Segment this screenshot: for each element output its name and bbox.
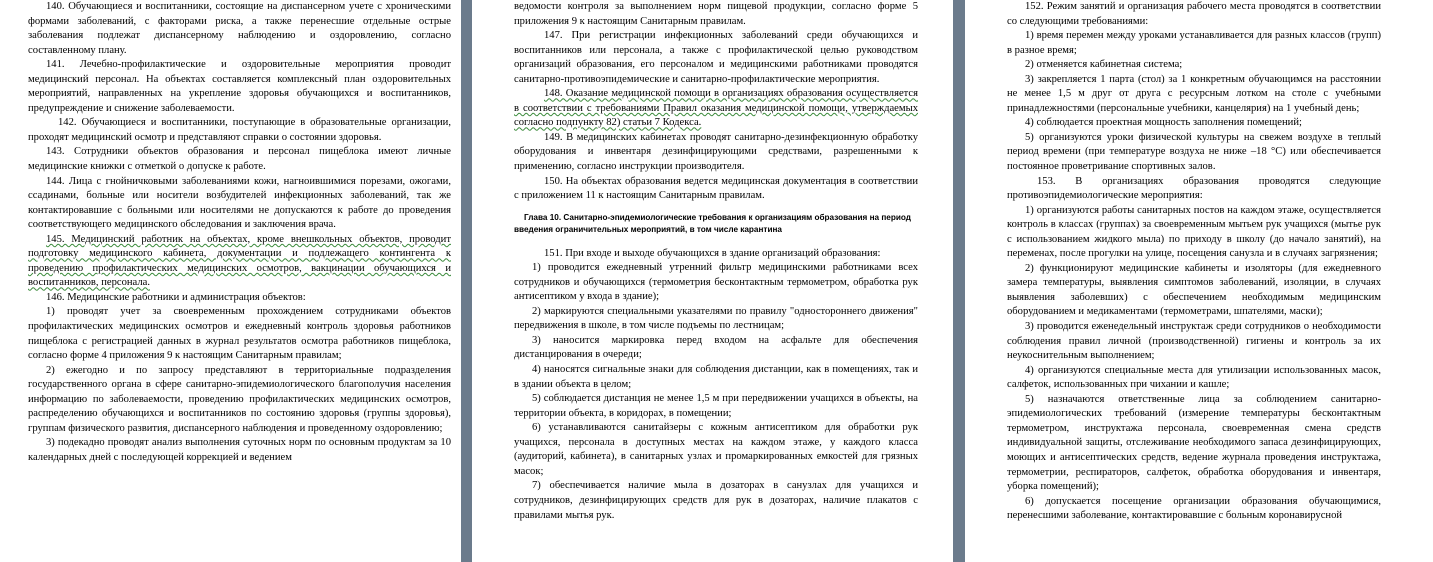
paragraph-153-5: 5) назначаются ответственные лица за соблюдением санитарно-эпидемиологических требований (измерение температуры бесконтактным термометром, инструктажа персонала, своевременная смена средств индивидуальной защиты, отслеживание необходимого запаса дезинфицирующих, моющих и антисептических средств, ведение журнала проведения инструктажа, термометрии, респираторов, салфеток, обработка оборудования и инвентаря, уборка помещений); xyxy=(1007,393,1381,493)
paragraph-151-2: 2) маркируются специальными указателями по правилу "одностороннего движения" передвижения в школе, в том числе подъемы по лестницам; xyxy=(514,305,918,332)
paragraph-144: 144. Лица с гнойничковыми заболеваниями кожи, нагноившимися порезами, ожогами, ссадинами, больные или носители возбудителей инфекционных заболеваний, так же контактировавшие с больными или носителями не допускаются к работе до проведения соответствующего медицинского обследования и заключения врача. xyxy=(28,175,451,231)
paragraph-153-1: 1) организуются работы санитарных постов на каждом этаже, осуществляется контроль в классах (группах) за своевременным мытьем рук учащихся (мытье рук с использованием жидкого мыла) по приходу в школу (до начало занятий), на переменах, после прогулки на улице, посещения санузла и в случаях загрязнения; xyxy=(1007,204,1381,260)
paragraph-143: 143. Сотрудники объектов образования и персонал пищеблока имеют личные медицинские книжки с отметкой о допуске к работе. xyxy=(28,146,451,173)
paragraph-148: 148. Оказание медицинской помощи в организациях образования осуществляется в соответствии с требованиями Правил оказания медицинской помощи, утверждаемых согласно подпункту 82) статьи 7 Кодекса. xyxy=(514,88,918,129)
chapter-heading: Глава 10. Санитарно-эпидемиологические требования к организациям образования на период введения ограничительных мероприятий, в том числе карантина xyxy=(514,212,911,235)
paragraph-153-6: 6) допускается посещение организации образования обучающимися, перенесшими заболевание, контактировавшие с больным коронавирусной xyxy=(1007,495,1381,522)
paragraph-146-2: 2) ежегодно и по запросу представляют в территориальные подразделения государственного органа в сфере санитарно-эпидемиологического благополучия населения информацию по заболеваемости, проведению профилактических медицинских осмотров, распределению обучающихся и воспитанников по состоянию здоровья (группы здоровья), группам физического развития, диспансерного наблюдения и проведенному оздоровлению; xyxy=(28,364,451,434)
paragraph-146-3-cont: ведомости контроля за выполнением норм пищевой продукции, согласно форме 5 приложения 9 к настоящим Санитарным правилам. xyxy=(514,1,918,27)
paragraph-152-3: 3) закрепляется 1 парта (стол) за 1 конкретным обучающимся на расстоянии не менее 1,5 м друг от друга с ресурсным лотком на столе с учебными принадлежностями (персональные учебники, канцелярия) на 1 учебный день; xyxy=(1007,73,1381,114)
paragraph-141: 141. Лечебно-профилактические и оздоровительные мероприятия проводит медицинский персонал. На объектах составляется комплексный план оздоровительных мероприятий, направленных на укрепление здоровья обучающихся и воспитанников, предупреждение и снижение заболеваемости. xyxy=(28,59,451,114)
paragraph-151: 151. При входе и выходе обучающихся в здание организаций образования: xyxy=(544,247,881,259)
paragraph-151-4: 4) наносятся сигнальные знаки для соблюдения дистанции, как в помещениях, так и в здании объекта в целом; xyxy=(514,364,918,390)
paragraph-146-3: 3) подекадно проводят анализ выполнения суточных норм по основным продуктам за 10 календарных дней с последующей коррекцией и ведением xyxy=(28,437,451,463)
paragraph-146-1: 1) проводят учет за своевременным прохождением сотрудниками объектов профилактических медицинских осмотров и ежедневный контроль здоровья работников пищеблока с регистрацией данных в журнал результатов осмотра работников пищеблока, согласно форме 4 приложения 9 к настоящим Санитарным правилам; xyxy=(28,306,451,362)
paragraph-153-2: 2) функционируют медицинские кабинеты и изоляторы (для ежедневного замера температуры, выявления симптомов заболеваний, изоляции, в случаях выявления заболевших) с обеспечением необходимым медицинским оборудованием и медикаментами (термометрами, шпателями, маски); xyxy=(1007,262,1381,318)
paragraph-152-2: 2) отменяется кабинетная система; xyxy=(1025,59,1183,71)
paragraph-152: 152. Режим занятий и организация рабочего места проводятся в соответствии со следующими требованиями: xyxy=(1007,1,1381,27)
paragraph-152-5: 5) организуются уроки физической культуры на свежем воздухе в теплый период времени (при температуре воздуха не ниже –18 °С) или обеспечивается постоянное проветривание спортивных залов. xyxy=(1007,131,1381,173)
paragraph-150: 150. На объектах образования ведется медицинская документация в соответствии с приложением 11 к настоящим Санитарным правилам. xyxy=(514,175,918,202)
paragraph-145: 145. Медицинский работник на объектах, кроме внешкольных объектов, проводит подготовку медицинского кабинета, документации и подлежащего контингента к проведению профилактических медицинских осмотров, вакцинации обучающихся и воспитанников, персонала. xyxy=(28,233,451,289)
paragraph-151-3: 3) наносится маркировка перед входом на асфальте для обеспечения дистанцирования в очереди; xyxy=(514,334,918,361)
document-page-3 xyxy=(965,0,1433,562)
paragraph-140: 140. Обучающиеся и воспитанники, состоящие на диспансерном учете с хроническими формами заболеваний, с факторами риска, а также перенесшие отдельные острые заболевания подлежат диспансерному наблюдению и оздоровлению, согласно составленному плану. xyxy=(28,1,451,56)
paragraph-149: 149. В медицинских кабинетах проводят санитарно-дезинфекционную обработку оборудования и инвентаря дезинфицирующими средствами, разрешенными к применению, согласно инструкции производителя. xyxy=(514,131,918,173)
paragraph-152-4: 4) соблюдается проектная мощность заполнения помещений; xyxy=(1025,117,1302,129)
document-page-2 xyxy=(472,0,953,562)
paragraph-146: 146. Медицинские работники и администрация объектов: xyxy=(46,291,306,303)
document-page-1 xyxy=(0,0,461,562)
paragraph-142: 142. Обучающиеся и воспитанники, поступающие в образовательные организации, проходят медицинский осмотр и представляют справки о состоянии здоровья. xyxy=(28,117,451,143)
paragraph-147: 147. При регистрации инфекционных заболеваний среди обучающихся и воспитанников или персонала, а также с профилактической целью руководством организаций образования, его персоналом и медицинскими работниками проводятся санитарно-противоэпидемические и санитарно-профилактические мероприятия. xyxy=(514,30,918,85)
paragraph-153-4: 4) организуются специальные места для утилизации использованных масок, салфеток, использованных при чихании и кашле; xyxy=(1007,364,1381,391)
paragraph-151-1: 1) проводится ежедневный утренний фильтр медицинскими работниками всех сотрудников и обучающихся (термометрия бесконтактным термометром, обработка рук антисептиком у входа в здание); xyxy=(514,262,918,303)
paragraph-153-3: 3) проводится еженедельный инструктаж среди сотрудников о необходимости соблюдения правил личной (производственной) гигиены и контроль за их неукоснительным выполнением; xyxy=(1007,321,1381,362)
paragraph-151-6: 6) устанавливаются санитайзеры с кожным антисептиком для обработки рук учащихся, персонала в доступных местах на каждом этаже, у каждого класса (аудиторий, кабинета), в санитарных узлах и промаркированных емкостей для грязных масок; xyxy=(514,422,918,477)
paragraph-151-7: 7) обеспечивается наличие мыла в дозаторах в санузлах для учащихся и сотрудников, дезинфицирующих средств для рук в дозаторах, наличие плакатов с правилами мытья рук. xyxy=(514,480,918,521)
paragraph-151-5: 5) соблюдается дистанция не менее 1,5 м при передвижении учащихся в объекты, на территории объекта, в коридорах, в помещении; xyxy=(514,393,918,419)
paragraph-152-1: 1) время перемен между уроками устанавливается для разных классов (групп) в разное время; xyxy=(1007,30,1381,56)
paragraph-153: 153. В организациях образования проводятся следующие противоэпидемиологические мероприятия: xyxy=(1007,175,1381,202)
